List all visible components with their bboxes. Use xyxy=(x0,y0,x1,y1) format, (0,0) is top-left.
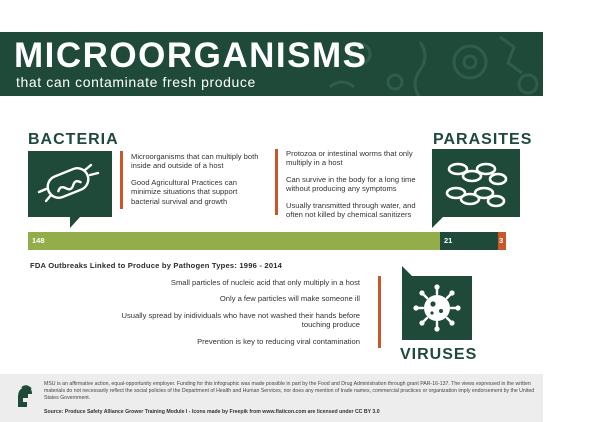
viruses-heading: VIRUSES xyxy=(400,346,478,363)
page-subtitle: that can contaminate fresh produce xyxy=(16,74,256,90)
parasites-pointer xyxy=(432,216,446,230)
footer xyxy=(0,374,543,422)
outbreaks-bar xyxy=(28,232,506,250)
viruses-text xyxy=(100,278,360,353)
worm-icon xyxy=(432,149,520,217)
parasites-accent-bar xyxy=(275,149,278,215)
bacteria-accent-bar xyxy=(120,151,123,209)
msu-spartan-helmet-logo xyxy=(14,385,34,409)
viruses-accent-bar xyxy=(378,276,381,348)
bacteria-text xyxy=(131,152,266,213)
bacteria-heading: BACTERIA xyxy=(28,131,119,148)
viruses-point-1: Small particles of nucleic acid that only multiply in a host xyxy=(170,278,360,287)
bacteria-point-1: Microorganisms that can multiply both inside and outside of a host xyxy=(131,152,259,171)
outbreak-segment-label: 3 xyxy=(499,236,504,245)
parasites-heading: PARASITES xyxy=(433,131,533,148)
footer-disclaimer: MSU is an affirmative action, equal-opportunity employer. Funding for this infographic was made possible in part by the Food and Drug Administration through grant PAR-16-137. The views expressed in the written materials do not necessarily reflect the social policies of the Department of Health and Human Services, nor does any mention of trade names, commercial practices or organization imply endorsement by the United States Government. xyxy=(44,381,535,401)
header-banner xyxy=(0,32,543,96)
parasites-text xyxy=(286,149,429,226)
page-title: MICROORGANISMS xyxy=(14,36,368,75)
outbreak-segment xyxy=(440,232,498,250)
bacteria-point-2: Good Agricultural Practices can minimize situations that support bacterial survival and growth xyxy=(131,177,238,206)
parasites-point-2: Can survive in the body for a long time without producing any symptoms xyxy=(286,174,416,194)
viruses-point-4: Prevention is key to reducing viral contamination xyxy=(197,336,360,346)
outbreak-segment xyxy=(28,232,440,250)
outbreak-segment-label: 21 xyxy=(444,236,453,245)
viruses-point-2: Only a few particles will make someone ill xyxy=(219,294,360,304)
outbreaks-caption: FDA Outbreaks Linked to Produce by Pathogen Types: 1996 - 2014 xyxy=(30,261,283,270)
viruses-point-3: Usually spread by inidividuals who have not washed their hands before touching produce xyxy=(121,310,360,330)
outbreak-segment-label: 148 xyxy=(32,236,45,245)
outbreak-segment xyxy=(498,232,506,250)
parasites-point-1: Protozoa or intestinal worms that only multiply in a host xyxy=(286,149,413,168)
footer-source: Source: Produce Safety Alliance Grower Training Module I - Icons made by Freepik from www.flaticon.com are licensed under CC BY 3.0 xyxy=(44,409,380,415)
virus-icon xyxy=(402,276,472,340)
parasites-icon-box xyxy=(432,149,520,217)
parasites-point-3: Usually transmitted through water, and often not killed by chemical sanitizers xyxy=(286,200,416,220)
viruses-icon-box xyxy=(402,276,472,340)
bacterium-icon xyxy=(28,151,112,229)
bacteria-icon-box xyxy=(28,151,112,217)
